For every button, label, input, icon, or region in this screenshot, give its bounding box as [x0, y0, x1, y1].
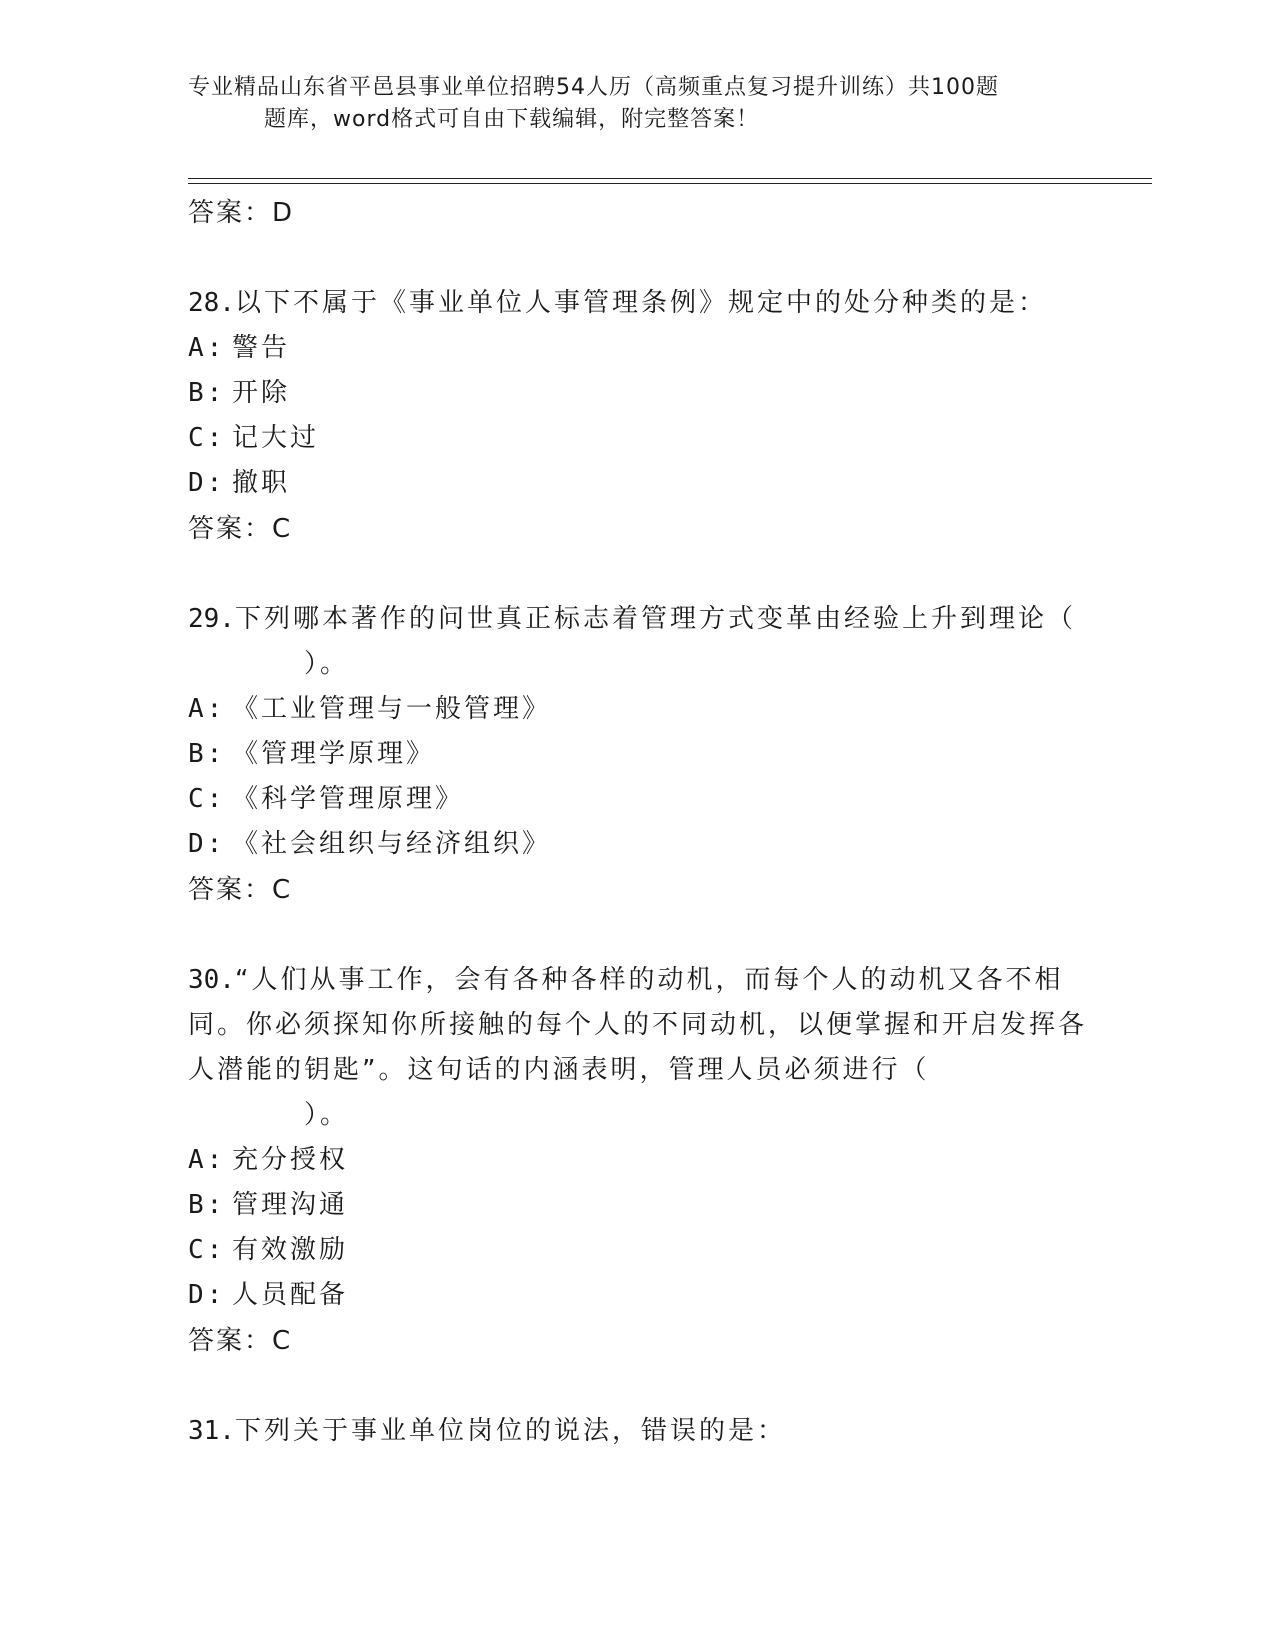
- answer-line: 答案：C: [188, 1326, 293, 1356]
- option-text: 充分授权: [232, 1145, 349, 1175]
- option-text: 管理沟通: [232, 1190, 349, 1220]
- answer-line: 答案：D: [188, 198, 295, 228]
- option-c: [188, 416, 1088, 461]
- option-key: B:: [188, 378, 226, 408]
- option-text: 有效激励: [232, 1235, 349, 1265]
- option-c: [188, 777, 1088, 822]
- header-divider: [188, 178, 1152, 184]
- option-d: [188, 461, 1088, 506]
- option-a: [188, 1138, 1088, 1183]
- option-d: [188, 822, 1088, 867]
- question-block: [188, 958, 1088, 1364]
- question-stem: [188, 958, 1088, 1093]
- option-key: C:: [188, 1235, 226, 1265]
- answer-line: 答案：C: [188, 875, 293, 905]
- spacer: [188, 913, 1088, 958]
- question-text: 下列哪本著作的问世真正标志着管理方式变革由经验上升到理论（: [234, 604, 1076, 634]
- document-body: [188, 190, 1088, 1454]
- question-number: 28.: [188, 288, 235, 318]
- option-text: 《管理学原理》: [232, 739, 436, 769]
- option-text: 《科学管理原理》: [232, 784, 465, 814]
- option-key: B:: [188, 739, 226, 769]
- option-text: 《工业管理与一般管理》: [232, 694, 552, 724]
- question-text: “人们从事工作，会有各种各样的动机，而每个人的动机又各不相同。你必须探知你所接触的每个人的不同动机，以便掌握和开启发挥各人潜能的钥匙”。这句话的内涵表明，管理人员必须进行（: [188, 965, 1088, 1085]
- option-b: [188, 1183, 1088, 1228]
- question-number: 30.: [188, 965, 235, 995]
- option-text: 《社会组织与经济组织》: [232, 829, 552, 859]
- option-text: 警告: [232, 333, 291, 363]
- option-key: B:: [188, 1190, 226, 1220]
- question-number: 29.: [188, 604, 235, 634]
- question-stem: [188, 1409, 1088, 1454]
- option-key: A:: [188, 1145, 226, 1175]
- header-title-line2: 题库，word格式可自由下载编辑，附完整答案！: [264, 107, 760, 132]
- option-text: 开除: [232, 378, 291, 408]
- option-text: 撤职: [232, 468, 291, 498]
- option-c: [188, 1228, 1088, 1273]
- question-stem: [188, 597, 1088, 642]
- option-a: [188, 687, 1088, 732]
- option-key: C:: [188, 784, 226, 814]
- question-text: 下列关于事业单位岗位的说法，错误的是：: [234, 1416, 786, 1446]
- option-key: A:: [188, 333, 226, 363]
- option-d: [188, 1273, 1088, 1318]
- question-number: 31.: [188, 1416, 235, 1446]
- answer-line: 答案：C: [188, 514, 293, 544]
- header-title-line1: 专业精品山东省平邑县事业单位招聘54人历（高频重点复习提升训练）共100题: [188, 75, 999, 100]
- question-stem: [188, 281, 1088, 326]
- question-stem-continuation: ）。: [304, 1100, 350, 1130]
- spacer: [188, 236, 1088, 281]
- option-key: D:: [188, 468, 226, 498]
- option-b: [188, 732, 1088, 777]
- option-key: A:: [188, 694, 226, 724]
- question-stem-continuation: ）。: [304, 649, 350, 679]
- spacer: [188, 1364, 1088, 1409]
- option-key: C:: [188, 423, 226, 453]
- option-text: 记大过: [232, 423, 320, 453]
- question-block: [188, 597, 1088, 913]
- question-text: 以下不属于《事业单位人事管理条例》规定中的处分种类的是：: [234, 288, 1047, 318]
- question-block: [188, 281, 1088, 552]
- document-header: [188, 72, 1068, 136]
- option-a: [188, 326, 1088, 371]
- option-b: [188, 371, 1088, 416]
- option-text: 人员配备: [232, 1280, 349, 1310]
- option-key: D:: [188, 1280, 226, 1310]
- spacer: [188, 552, 1088, 597]
- option-key: D:: [188, 829, 226, 859]
- question-block: [188, 1409, 1088, 1454]
